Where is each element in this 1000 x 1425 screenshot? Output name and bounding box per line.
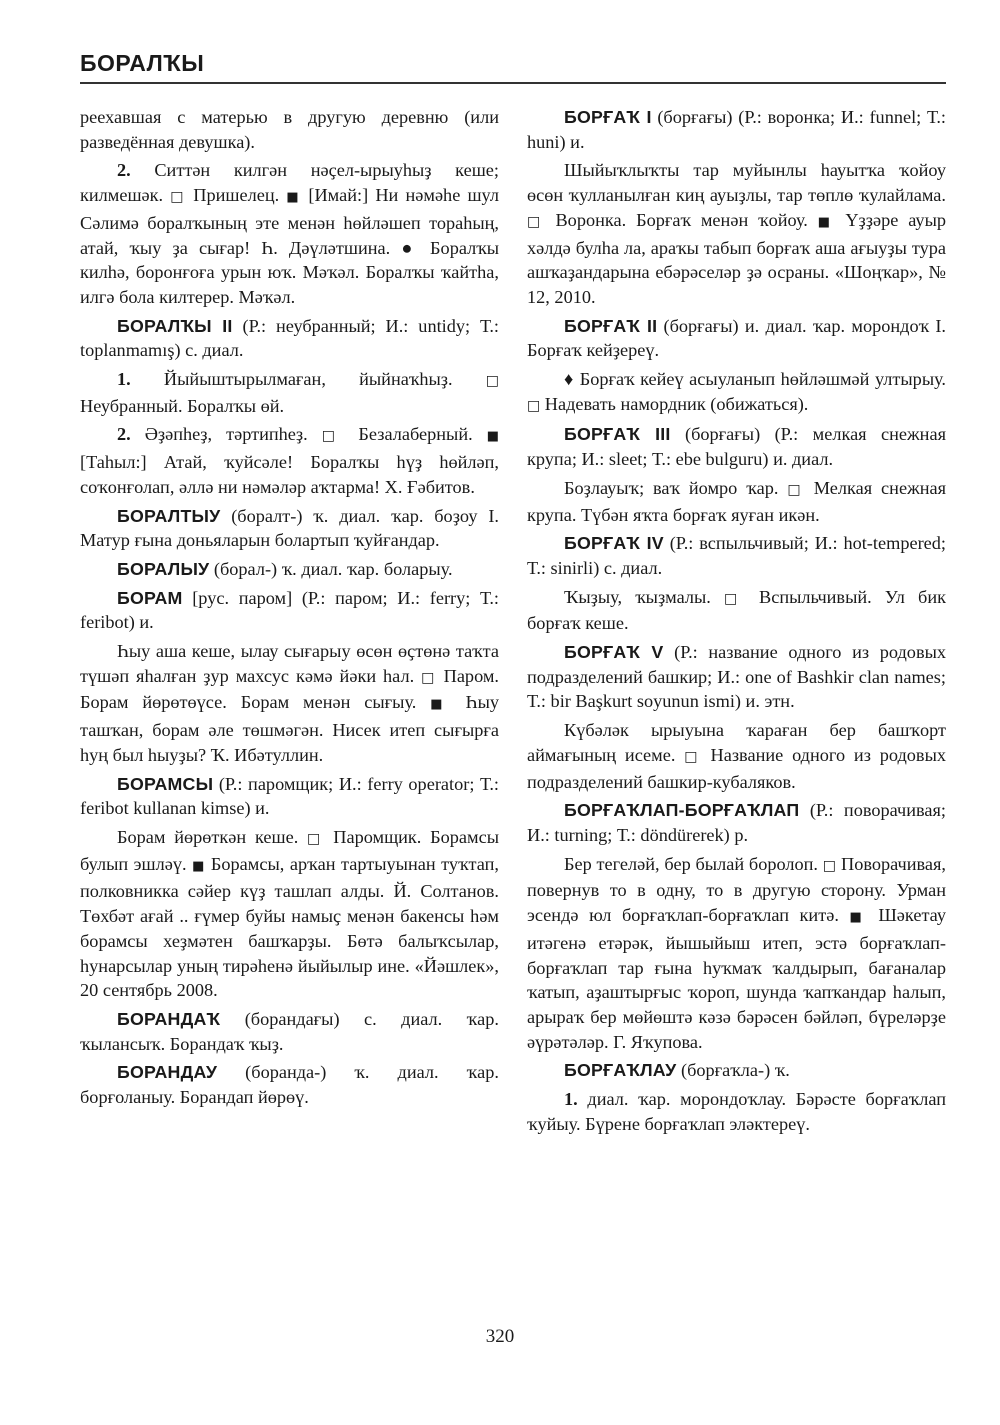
entry-borgak-2: БОРҒАҠ II (борғағы) и. диал. ҡар. морондоҡ I. Борғаҡ кейҙереү. bbox=[527, 315, 946, 361]
entry-boram: БОРАМ [рус. паром] (Р.: паром; И.: ferry; Т.: feribot) и. bbox=[80, 587, 499, 633]
definition-borgak-4: Ҡыҙыу, ҡыҙмалы. □ Вспыльчивый. Ул бик борғаҡ кеше. bbox=[527, 586, 946, 634]
definition-boram: Һыу аша кеше, ылау сығарыу өсөн өҫтөнә таҡта түшәп яһалған ҙур махсус кәмә йәки һал. □ Паром. Борам йөрөтөүсе. Борам менән сығыу. ■ Һыу ташҡан, борам әле төшмәгән. Нисек итеп сығырға һуң был һыуҙы? Ҡ. Ибәтуллин. bbox=[80, 641, 500, 765]
entry-borgak-3: БОРҒАҠ III (борғағы) (Р.: мелкая снежная крупа; И.: sleet; Т.: ebe bulguru) и. диал. bbox=[527, 424, 946, 470]
right-column bbox=[527, 105, 946, 1140]
entry-borgak-1: БОРҒАҠ I (борғағы) (Р.: воронка; И.: funnel; Т.: huni) и. bbox=[527, 107, 946, 152]
sense-1-borgaklau: 1. диал. ҡар. морондоҡлау. Бәрәсте борғаҡлап ҡуйыу. Бүрене борғаҡлап эләктереү. bbox=[527, 1089, 946, 1134]
entry-boralyu: БОРАЛЫУ (борал-) ҡ. диал. ҡар. боларыу. bbox=[117, 558, 453, 579]
definition-borgak-5: Күбәләк ырыуына ҡараған бер башҡорт аймағының исеме. □ Название одного из родовых подразделений башкир-кубаляков. bbox=[527, 720, 946, 792]
running-head: БОРАЛҠЫ bbox=[80, 50, 205, 76]
entry-borgak-5: БОРҒАҠ V (Р.: название одного из родовых подразделений башкир; И.: one of Bashkir clan names; Т.: bir Başkurt soyunun ismi) и. этн. bbox=[527, 642, 946, 712]
definition-boramsy: Борам йөрөткән кеше. □ Паромщик. Борамсы булып эшләү. ■ Борамсы, арҡан тартыуынан туҡтап, полковникка сәйер күҙ ташлап алды. Й. Солтанов. Төхбәт ағай .. ғүмер буйы намыҫ менән бакенсы һәм борамсы хеҙмәтен башҡарҙы. Бөтә балыҡсылар, һунарсылар уның тирәһенә йыйылыр ине. «Йәшлек», 20 сентябрь 2008. bbox=[80, 826, 500, 1001]
sense-1-boralky-2: 1. Йыйыштырылмаған, йыйнаҡһыҙ. □ Неубранный. Боралҡы өй. bbox=[80, 369, 499, 416]
entry-borgak-4: БОРҒАҠ IV (Р.: вспыльчивый; И.: hot-tempered; Т.: sinirli) с. диал. bbox=[527, 533, 946, 578]
entry-boraltyu: БОРАЛТЫУ (боралт-) ҡ. диал. ҡар. боҙоу I. Матур ғына доньяларын болартып ҡуйғандар. bbox=[80, 505, 499, 551]
sense-2-boralky-1: 2. Ситтән килгән нәҫел-ырыуһыҙ кеше; килмешәк. □ Пришелец. ■ [Имай:] Ни нәмәһе шул Сәлимә боралҡының эте менән һөйләшеп тораһың, атай, ҡыу ҙа сығар! Һ. Дәүләтшина. ● Боралҡы килһә, боронғоға урын юҡ. Мәҡәл. Боралҡы ҡайтһа, илгә бола килтерер. Мәҡәл. bbox=[80, 160, 500, 307]
entry-borgaklau: БОРҒАҠЛАУ (борғаҡла-) ҡ. bbox=[564, 1060, 790, 1081]
entry-boralky-2: БОРАЛҠЫ II (Р.: неубранный; И.: untidy; Т.: toplanmamış) с. диал. bbox=[80, 315, 499, 361]
entry-continuation: реехавшая с матерью в другую деревню (или разведённая девушка). bbox=[80, 107, 499, 152]
header-rule bbox=[80, 82, 946, 84]
entry-borandau: БОРАНДАУ (боранда-) ҡ. диал. ҡар. борғоланыу. Борандап йөрөү. bbox=[80, 1062, 499, 1108]
entry-borandak: БОРАНДАҠ (борандағы) с. диал. ҡар. ҡылансыҡ. Борандаҡ ҡыҙ. bbox=[80, 1008, 499, 1054]
sense-2-boralky-2: 2. Әҙәпһеҙ, тәртипһеҙ. □ Безалаберный. ■ [Таһыл:] Атай, ҡуйсәле! Боралҡы һүҙ һөйләп, соҡонғолап, әллә ни нәмәләр аҡтарма! Х. Ғәбитов. bbox=[80, 424, 500, 497]
page-number: 320 bbox=[485, 1326, 515, 1347]
definition-borgak-1: Шыйыҡлыҡты тар муйынлы һауытҡа ҡойоу өсөн ҡулланылған киң ауыҙлы, тар төплө ҡулайлама. □ Воронка. Борғаҡ менән ҡойоу. ■ Үҙҙәре ауыр хәлдә булһа ла, араҡы табып борғаҡ аша ағыуҙы тура ашҡаҙандарына ебәрәселәр ҙә осраны. «Шоңҡар», № 12, 2010. bbox=[527, 160, 946, 307]
entry-boramsy: БОРАМСЫ (Р.: паромщик; И.: ferry operator; Т.: feribot kullanan kimse) и. bbox=[80, 773, 499, 819]
idiom-borgak-keyeu: ♦ Борғаҡ кейеү асыуланып һөйләшмәй ултырыу. □ Надевать намордник (обижаться). bbox=[527, 369, 946, 414]
definition-borgak-3: Боҙлауыҡ; ваҡ йомро ҡар. □ Мелкая снежная крупа. Түбән яҡта борғаҡ яуған икән. bbox=[527, 477, 947, 525]
left-column bbox=[80, 105, 499, 1114]
entry-borgaklap-borgaklap: БОРҒАҠЛАП-БОРҒАҠЛАП (Р.: поворачивая; И.: turning; Т.: döndürerek) р. bbox=[527, 800, 946, 845]
definition-borgaklap-borgaklap: Бер тегеләй, бер былай боролоп. □ Поворачивая, повернув то в одну, то в другую сторону. Урман эсендә юл борғаҡлап-борғаҡлап китә. ■ Шәкетау итәгенә етәрәк, йышыйыш итеп, эстә борғаҡлап-борғаҡлап тар ғына һуҡмаҡ ҡалдырып, бағаналар ҡатып, аҙаштырғыс ҡороп, шунда ҡапҡандар һалып, арыраҡ бер мөйөштә кәзә бәрәсен бәйләп, бүреләрҙе әүрәтәләр. Г. Яҡупова. bbox=[527, 853, 946, 1052]
